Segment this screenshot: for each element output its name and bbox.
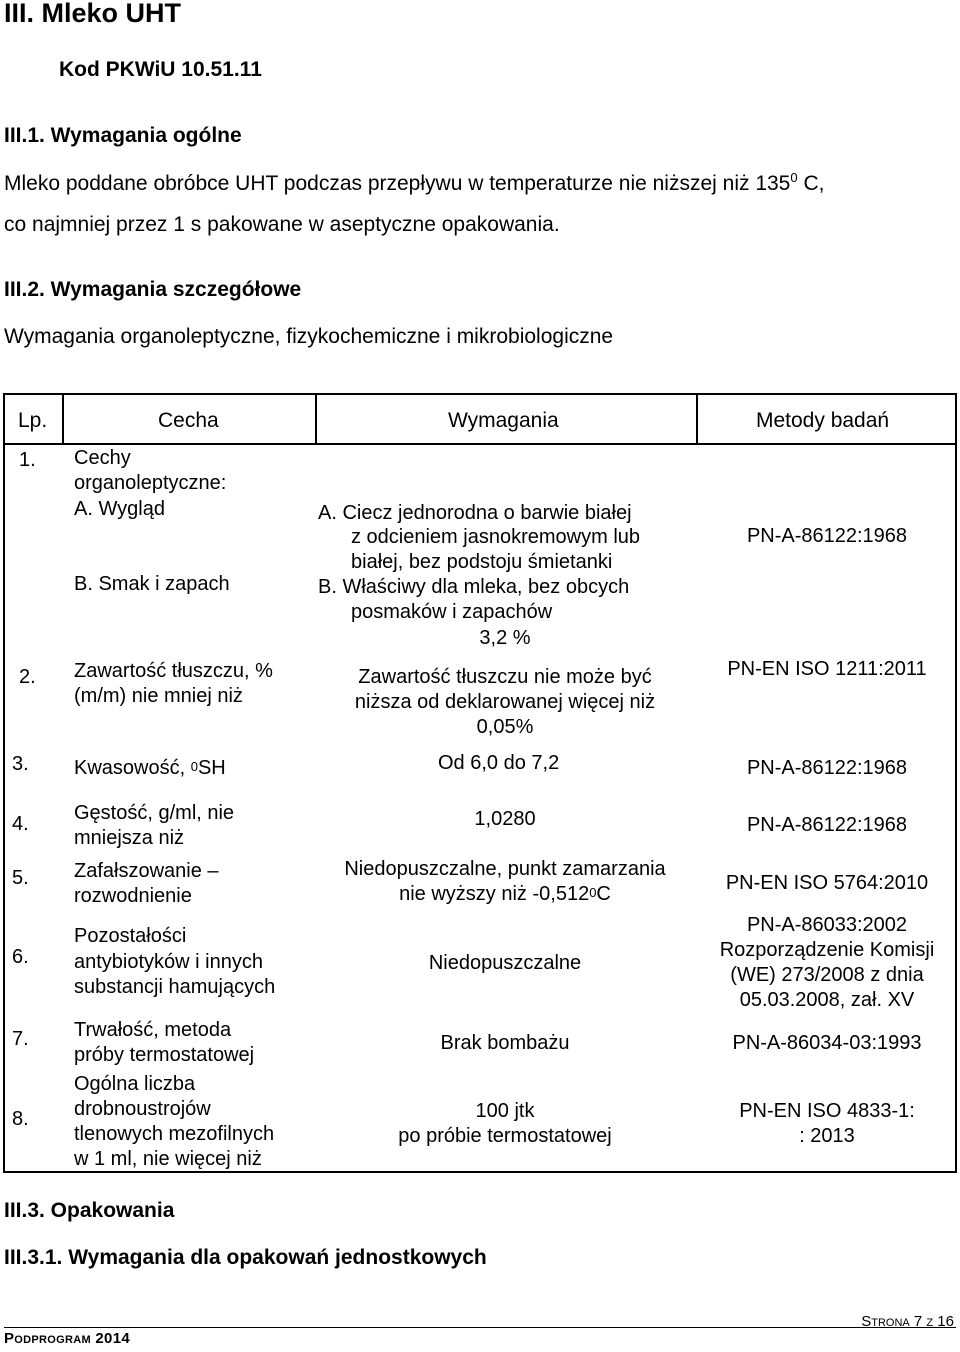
row-4-lp: 4. xyxy=(12,813,29,835)
row-6-lp: 6. xyxy=(12,946,29,968)
section-3-heading: III.3. Opakowania xyxy=(4,1199,175,1222)
row-8-lp: 8. xyxy=(12,1108,29,1130)
row-1-cecha-line2: organoleptyczne: xyxy=(74,472,227,494)
row-6-cecha-line2: antybiotyków i innych xyxy=(74,951,263,973)
section-1-text-end: C, xyxy=(797,172,825,195)
row-5-wym-line1: Niedopuszczalne, punkt zamarzania xyxy=(344,858,666,880)
page-title: III. Mleko UHT xyxy=(4,0,182,28)
row-8-metoda-line2: : 2013 xyxy=(799,1125,855,1147)
row-6-metoda-line3: (WE) 273/2008 z dnia xyxy=(730,964,924,986)
row-5-cecha-line1: Zafałszowanie – xyxy=(74,860,219,882)
row-7-lp: 7. xyxy=(12,1028,29,1050)
row-1-cecha-line3: A. Wygląd xyxy=(74,498,165,520)
row-1-wym-line2: z odcieniem jasnokremowym lub xyxy=(351,526,641,548)
row-2-wym-line2: Zawartość tłuszczu nie może być xyxy=(358,666,652,688)
row-1-cecha-line1: Cechy xyxy=(74,447,131,469)
section-2-heading: III.2. Wymagania szczegółowe xyxy=(4,278,302,301)
page-number: Strona 7 z 16 xyxy=(861,1313,954,1330)
row-4-cecha-line2: mniejsza niż xyxy=(74,827,185,849)
row-1-wym-line1: A. Ciecz jednorodna o barwie białej xyxy=(318,502,632,524)
row-6-cecha-line3: substancji hamujących xyxy=(74,976,276,998)
pkwiu-code: Kod PKWiU 10.51.11 xyxy=(59,58,262,81)
section-1-heading: III.1. Wymagania ogólne xyxy=(4,124,242,147)
row-7-cecha-line2: próby termostatowej xyxy=(74,1044,255,1066)
row-2-lp: 2. xyxy=(19,666,36,688)
row-6-cecha-line1: Pozostałości xyxy=(74,925,187,947)
row-1-wym-line4: B. Właściwy dla mleka, bez obcych xyxy=(318,576,630,598)
footer-divider xyxy=(4,1327,956,1328)
table-col-divider-3 xyxy=(696,393,698,443)
row-5-degree-sup: 0 xyxy=(589,885,597,900)
row-2-metoda: PN-EN ISO 1211:2011 xyxy=(727,658,927,680)
row-6-metoda-line4: 05.03.2008, zał. XV xyxy=(739,989,915,1011)
row-3-wym: Od 6,0 do 7,2 xyxy=(438,752,560,774)
section-1-text-part: Mleko poddane obróbce UHT podczas przepływu w temperaturze nie niższej niż 135 xyxy=(4,172,791,195)
row-3-lp: 3. xyxy=(12,753,29,775)
row-1-metoda: PN-A-86122:1968 xyxy=(746,525,908,547)
table-border-left xyxy=(3,393,5,1173)
table-col-divider-1 xyxy=(62,393,64,443)
row-8-metoda-line1: PN-EN ISO 4833-1: xyxy=(739,1100,915,1122)
row-8-cecha-line4: w 1 ml, nie więcej niż xyxy=(74,1148,262,1170)
row-3-cecha-text: Kwasowość, xyxy=(74,757,191,779)
table-border-top xyxy=(3,393,957,395)
row-8-wym-line1: 100 jtk xyxy=(475,1100,535,1122)
row-3-metoda: PN-A-86122:1968 xyxy=(746,757,908,779)
section-1-text-line2: co najmniej przez 1 s pakowane w aseptyczne opakowania. xyxy=(4,213,560,236)
row-8-cecha-line1: Ogólna liczba xyxy=(74,1073,196,1095)
row-7-wym: Brak bombażu xyxy=(440,1032,570,1054)
row-2-wym-line4: 0,05% xyxy=(476,716,534,738)
section-1-text-line1 xyxy=(4,172,824,196)
row-8-cecha-line2: drobnoustrojów xyxy=(74,1098,211,1120)
row-6-wym: Niedopuszczalne xyxy=(428,952,582,974)
row-5-cecha-line2: rozwodnienie xyxy=(74,885,192,907)
row-7-cecha-line1: Trwałość, metoda xyxy=(74,1019,232,1041)
degree-sup: 0 xyxy=(790,170,798,185)
header-wymagania: Wymagania xyxy=(448,409,559,432)
row-2-cecha-line2: (m/m) nie mniej niż xyxy=(74,685,243,707)
row-4-metoda: PN-A-86122:1968 xyxy=(746,814,908,836)
row-1-cecha-line4: B. Smak i zapach xyxy=(74,573,230,595)
row-2-wym-line3: niższa od deklarowanej więcej niż xyxy=(354,691,656,713)
table-col-divider-2 xyxy=(315,393,317,443)
row-8-cecha-line3: tlenowych mezofilnych xyxy=(74,1123,275,1145)
table-border-right xyxy=(955,393,957,1173)
section-2-subheading: Wymagania organoleptyczne, fizykochemiczne i mikrobiologiczne xyxy=(4,325,614,348)
row-4-wym: 1,0280 xyxy=(474,808,536,830)
header-lp: Lp. xyxy=(18,409,48,432)
row-6-metoda-line2: Rozporządzenie Komisji xyxy=(719,939,935,961)
row-4-cecha-line1: Gęstość, g/ml, nie xyxy=(74,802,235,824)
section-3-1-heading: III.3.1. Wymagania dla opakowań jednostkowych xyxy=(4,1246,487,1269)
row-2-cecha-line1: Zawartość tłuszczu, % xyxy=(74,660,273,682)
row-3-degree-sup: 0 xyxy=(190,759,198,774)
row-3-cecha xyxy=(74,756,226,781)
row-5-wym-unit: C xyxy=(596,883,611,905)
header-metody: Metody badań xyxy=(756,409,890,432)
header-cecha: Cecha xyxy=(158,409,219,432)
row-3-cecha-unit: SH xyxy=(197,757,226,779)
row-6-metoda-line1: PN-A-86033:2002 xyxy=(746,914,908,936)
row-8-wym-line2: po próbie termostatowej xyxy=(398,1125,612,1147)
row-7-metoda: PN-A-86034-03:1993 xyxy=(732,1032,922,1054)
row-1-wym-line5: posmaków i zapachów xyxy=(351,601,553,623)
row-1-wym-line3: białej, bez podstoju śmietanki xyxy=(351,551,613,573)
row-1-lp: 1. xyxy=(19,449,36,471)
footer-program-label: Podprogram 2014 xyxy=(4,1330,130,1347)
row-5-wym-text: nie wyższy niż -0,512 xyxy=(399,883,590,905)
row-5-metoda: PN-EN ISO 5764:2010 xyxy=(725,872,929,894)
row-5-wym-line2 xyxy=(316,882,694,907)
row-5-lp: 5. xyxy=(12,867,29,889)
row-2-wym-line1: 3,2 % xyxy=(479,627,531,649)
table-header-divider xyxy=(3,443,957,445)
